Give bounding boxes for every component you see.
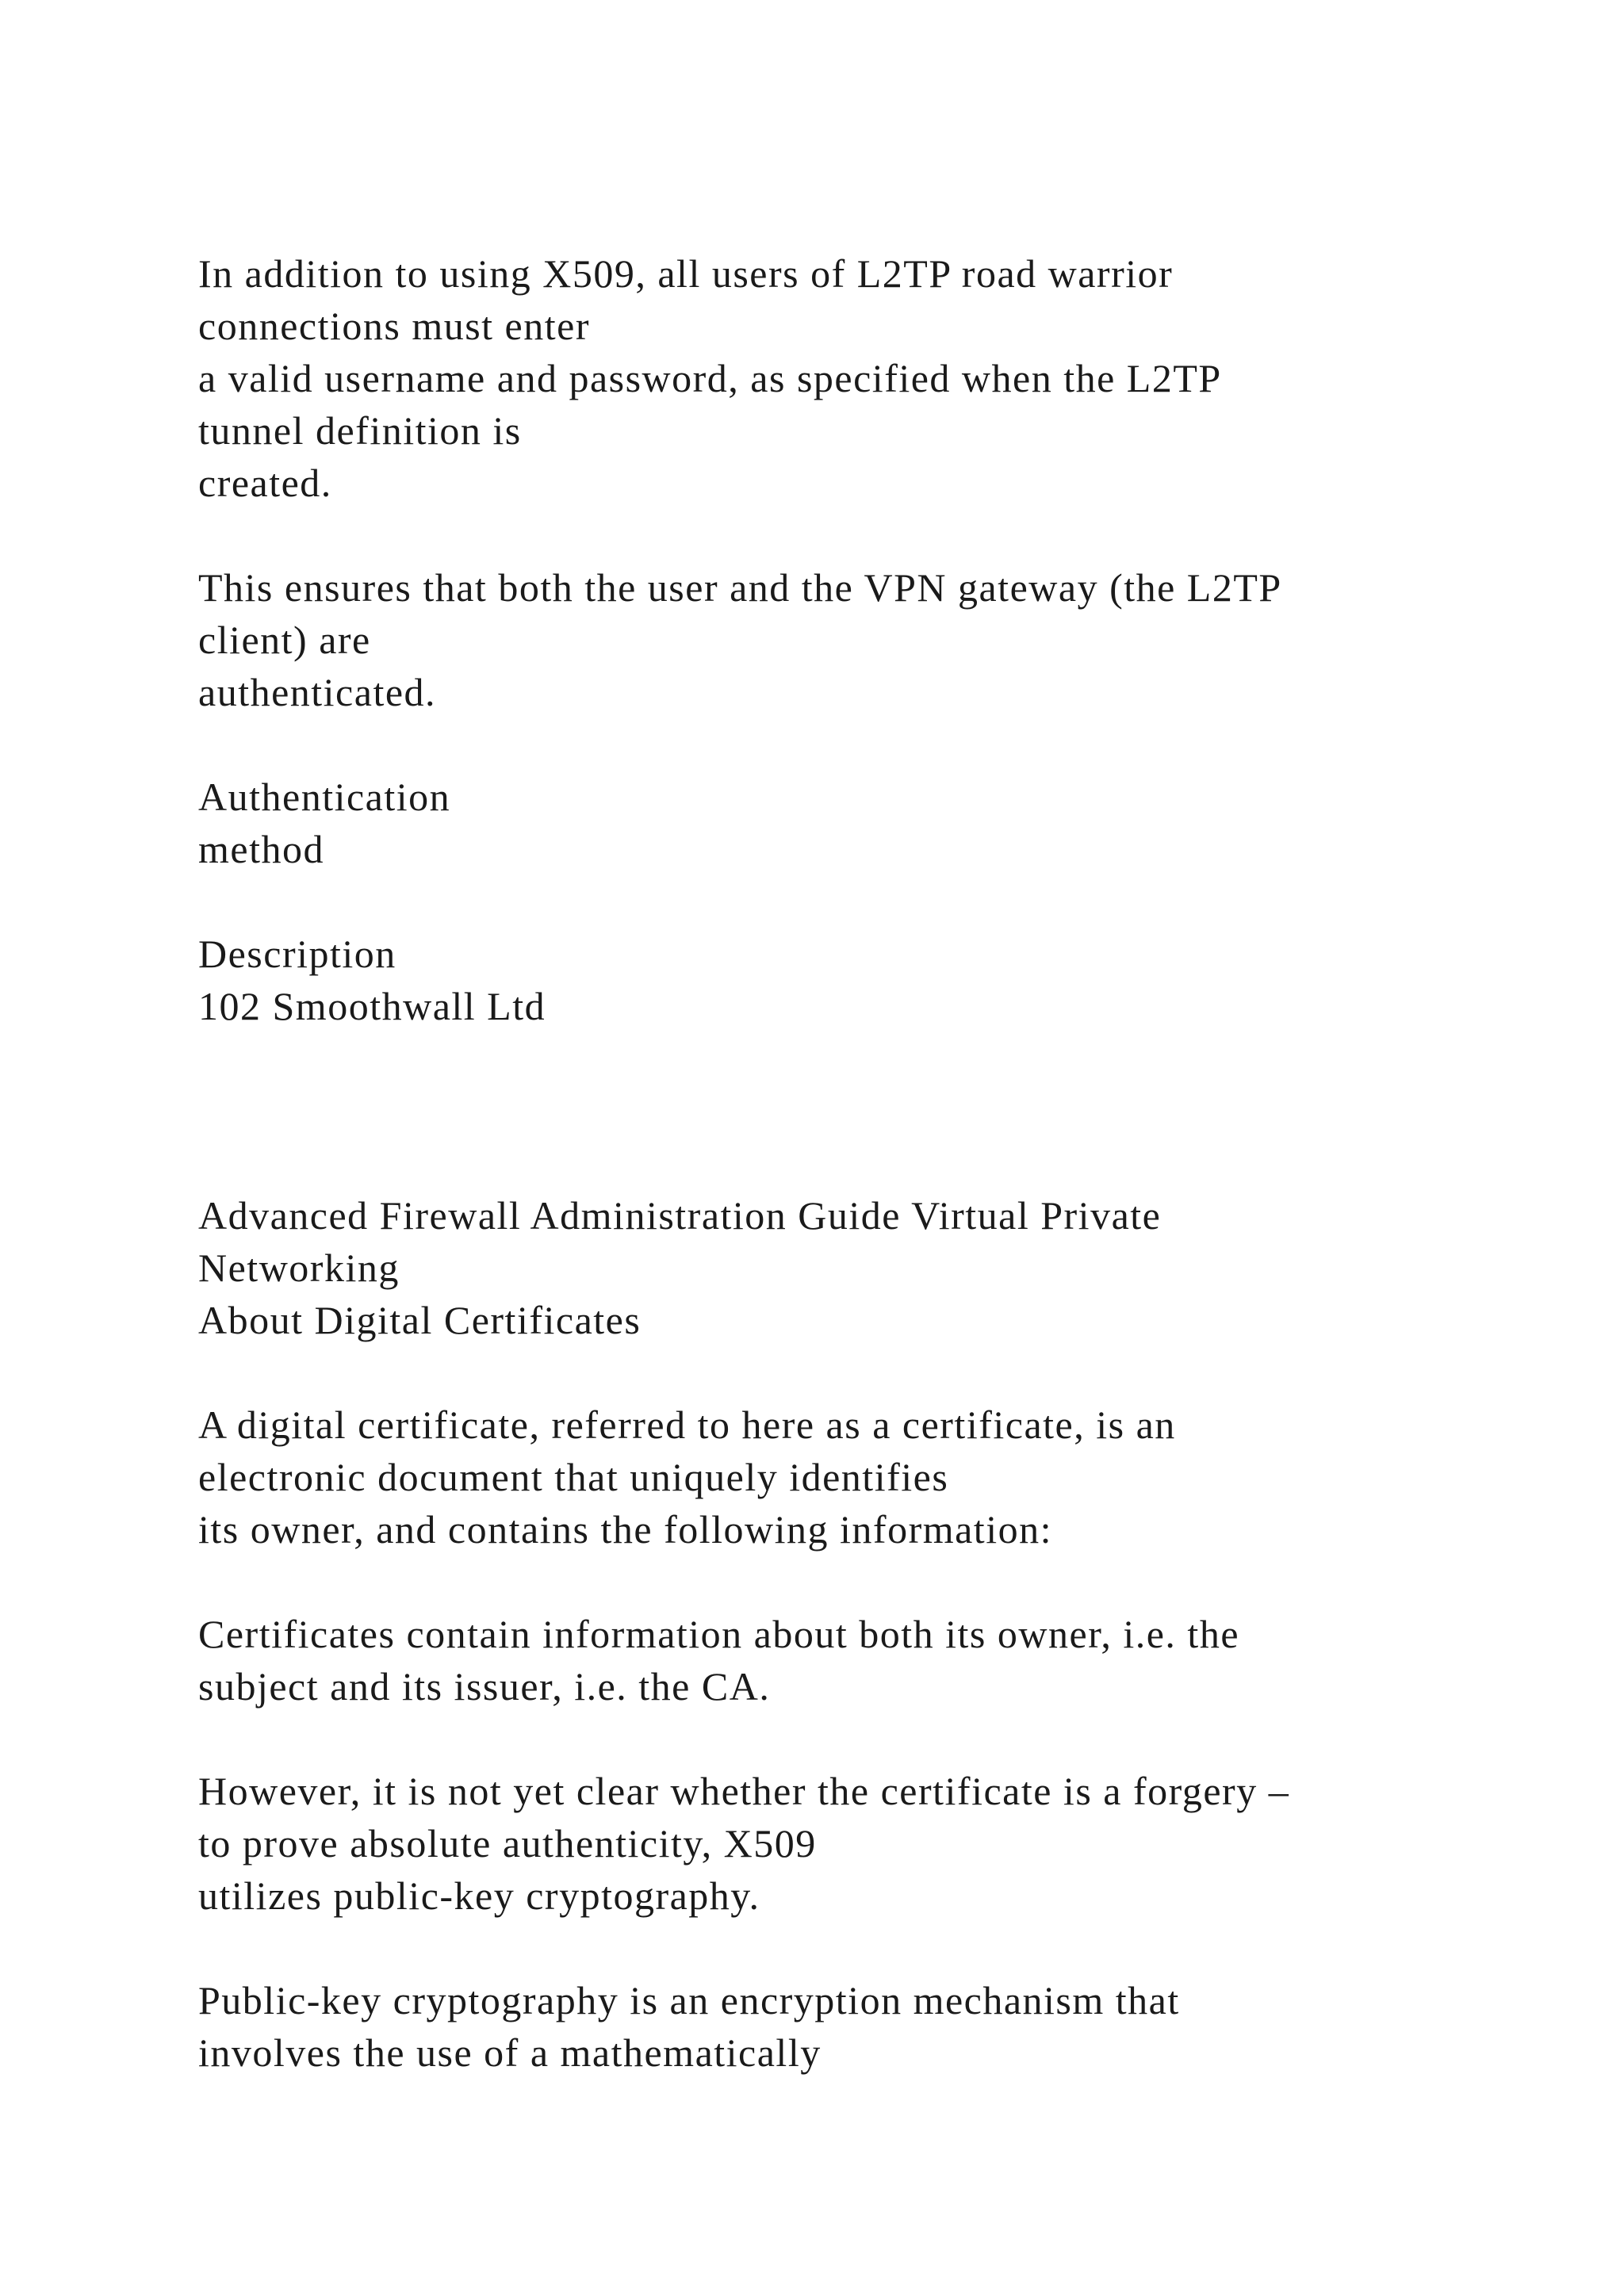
text-line: utilizes public-key cryptography. bbox=[198, 1873, 760, 1918]
section-heading: About Digital Certificates bbox=[198, 1298, 642, 1342]
paragraph-gap bbox=[198, 509, 1483, 561]
paragraph-gap bbox=[198, 875, 1483, 928]
text-line: Authentication bbox=[198, 775, 451, 819]
page-footer: 102 Smoothwall Ltd bbox=[198, 984, 546, 1028]
text-line: A digital certificate, referred to here as a certificate, is an bbox=[198, 1402, 1176, 1447]
text-line: Networking bbox=[198, 1246, 400, 1290]
text-line: Certificates contain information about both its owner, i.e. the bbox=[198, 1612, 1240, 1656]
page-break-gap bbox=[198, 1032, 1483, 1189]
text-line: a valid username and password, as specified when the L2TP bbox=[198, 356, 1222, 400]
paragraph-authentication-ensured bbox=[198, 561, 1483, 718]
text-line: created. bbox=[198, 461, 332, 505]
table-header-description: Description bbox=[198, 932, 396, 976]
document-body bbox=[198, 247, 1483, 2079]
paragraph-forgery-check bbox=[198, 1765, 1483, 1922]
text-line: subject and its issuer, i.e. the CA. bbox=[198, 1664, 771, 1709]
text-line: However, it is not yet clear whether the certificate is a forgery – bbox=[198, 1769, 1290, 1813]
text-line: authenticated. bbox=[198, 670, 437, 714]
text-line: This ensures that both the user and the VPN gateway (the L2TP bbox=[198, 565, 1282, 610]
text-line: In addition to using X509, all users of L2TP road warrior bbox=[198, 251, 1174, 296]
paragraph-gap bbox=[198, 1346, 1483, 1399]
table-header-authentication-method bbox=[198, 771, 1483, 875]
running-header bbox=[198, 1189, 1483, 1294]
text-line: tunnel definition is bbox=[198, 408, 522, 453]
text-line: Advanced Firewall Administration Guide Virtual Private bbox=[198, 1193, 1162, 1238]
text-line: to prove absolute authenticity, X509 bbox=[198, 1821, 817, 1866]
paragraph-l2tp-credentials bbox=[198, 247, 1483, 509]
paragraph-certificate-contents bbox=[198, 1608, 1483, 1712]
paragraph-public-key-cryptography bbox=[198, 1974, 1483, 2079]
text-line: client) are bbox=[198, 618, 371, 662]
paragraph-gap bbox=[198, 1712, 1483, 1765]
text-line: involves the use of a mathematically bbox=[198, 2030, 822, 2075]
text-line: connections must enter bbox=[198, 304, 590, 348]
text-line: Public-key cryptography is an encryption mechanism that bbox=[198, 1978, 1180, 2022]
text-line: method bbox=[198, 827, 324, 871]
paragraph-gap bbox=[198, 718, 1483, 771]
paragraph-gap bbox=[198, 1922, 1483, 1974]
text-line: its owner, and contains the following information: bbox=[198, 1507, 1052, 1552]
text-line: electronic document that uniquely identifies bbox=[198, 1455, 949, 1499]
paragraph-gap bbox=[198, 1556, 1483, 1608]
paragraph-digital-certificate-definition bbox=[198, 1399, 1483, 1556]
